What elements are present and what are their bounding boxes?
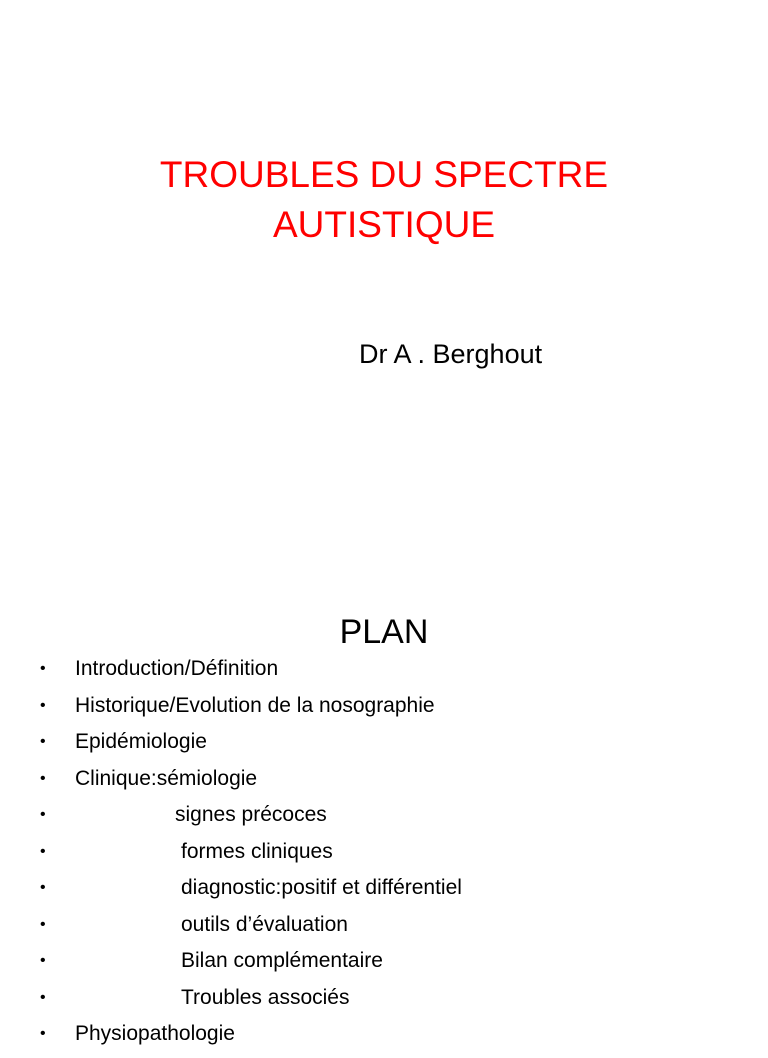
bullet-icon: • <box>40 915 46 933</box>
bullet-icon: • <box>40 660 46 677</box>
plan-heading: PLAN <box>339 613 429 651</box>
list-item-text: Troubles associés <box>181 985 350 1009</box>
list-item-text: Introduction/Définition <box>75 657 279 680</box>
list-item-text: signes précoces <box>175 803 327 826</box>
list-item-text: outils d’évaluation <box>181 912 348 936</box>
bullet-icon: • <box>40 1025 46 1042</box>
bullet-icon: • <box>40 696 46 714</box>
title-line-2: AUTISTIQUE <box>272 204 496 245</box>
list-item-text: Physiopathologie <box>75 1022 235 1045</box>
list-item-text: formes cliniques <box>181 839 333 863</box>
bullet-icon: • <box>40 733 46 750</box>
list-item-text: Clinique:sémiologie <box>75 766 258 790</box>
bullet-icon: • <box>40 988 46 1006</box>
list-item-text: diagnostic:positif et différentiel <box>181 876 462 899</box>
list-item-text: Historique/Evolution de la nosographie <box>75 693 435 717</box>
list-item-text: Bilan complémentaire <box>181 949 383 972</box>
title-line-1: TROUBLES DU SPECTRE <box>159 154 609 195</box>
bullet-icon: • <box>40 842 46 860</box>
bullet-icon: • <box>40 769 46 787</box>
bullet-icon: • <box>40 952 46 969</box>
plan-slide <box>0 576 768 1045</box>
list-item-text: Epidémiologie <box>75 730 207 753</box>
bullet-icon: • <box>40 879 46 896</box>
presentation-title <box>0 150 768 250</box>
bullet-icon: • <box>40 806 46 823</box>
author-name: Dr A . Berghout <box>359 339 543 369</box>
